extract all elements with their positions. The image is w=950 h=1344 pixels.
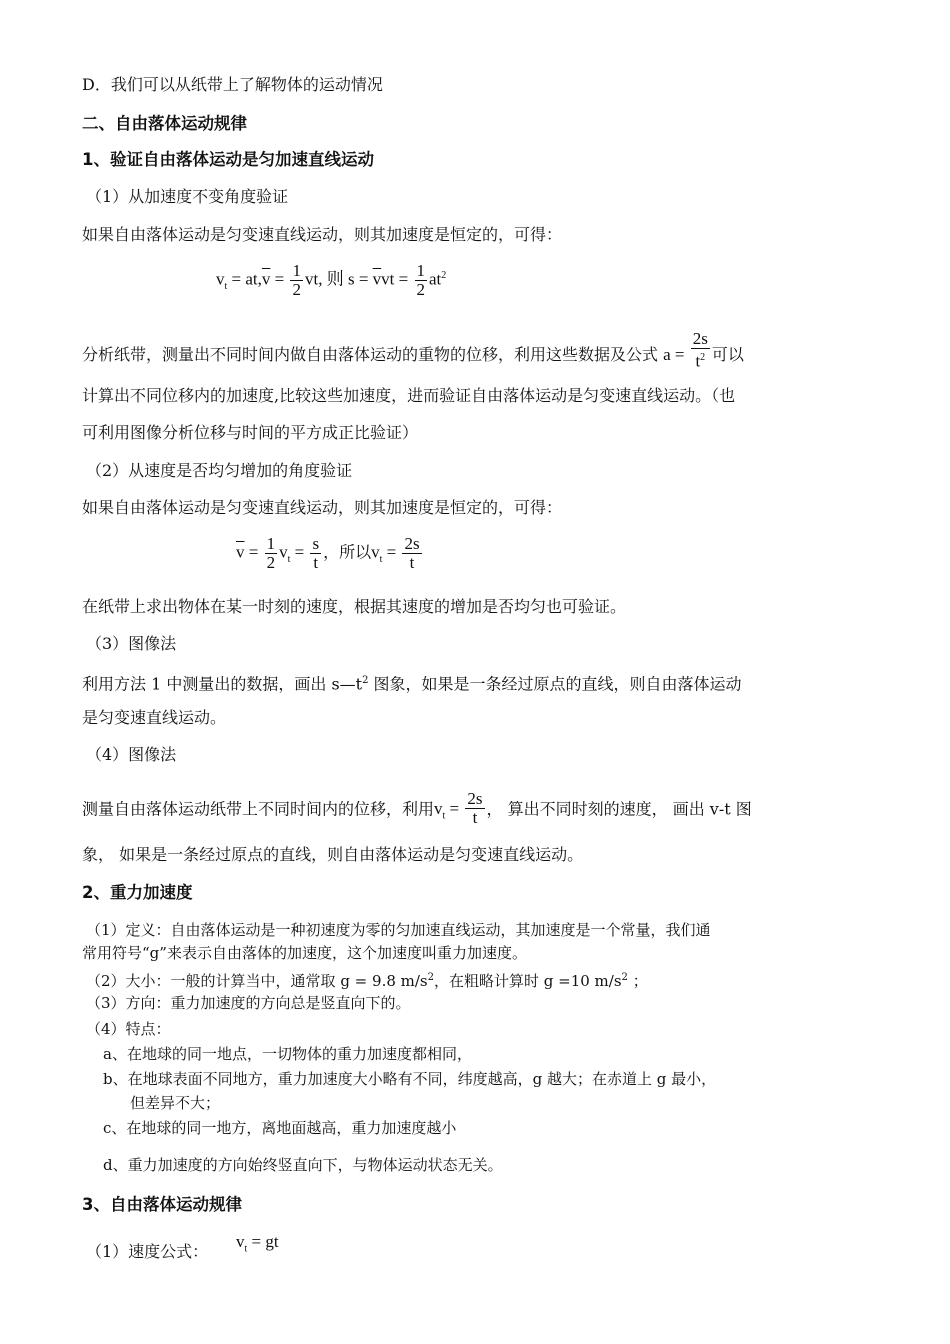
gravity-direction: （3）方向：重力加速度的方向总是竖直向下的。 — [86, 994, 411, 1012]
feature-c: c、在地球的同一地方，离地面越高，重力加速度越小 — [103, 1119, 457, 1137]
formula-vt: $v_t$ = $\frac{2s}{t}$ — [434, 789, 483, 827]
paragraph: 分析纸带，测量出不同时间内做自由落体运动的重物的位移，利用这些数据及公式 a = $\frac{2s}{t^2}$ 可以 — [82, 329, 744, 371]
gravity-magnitude: （2）大小：一般的计算当中，通常取 g = 9.8 $m/s^2$，在粗略计算时 g =10 $m/s^2$ ； — [86, 972, 648, 990]
item-1-4: （4）图像法 — [86, 745, 177, 764]
paragraph: 象， 如果是一条经过原点的直线，则自由落体运动是匀变速直线运动。 — [82, 845, 584, 864]
item-1-2: （2）从速度是否均匀增加的角度验证 — [86, 461, 353, 480]
paragraph: 可利用图像分析位移与时间的平方成正比验证） — [82, 423, 419, 442]
paragraph: 计算出不同位移内的加速度,比较这些加速度，进而验证自由落体运动是匀变速直线运动。（也 — [82, 386, 736, 405]
equation-1: $v_t = at,\overline{v}$ = $\frac{1}{2}$ vt, 则 $s = \overline{v}vt$ = $\frac{1}{2}$ $at^2$ — [216, 261, 447, 299]
gravity-definition: （1）定义：自由落体运动是一种初速度为零的匀加速直线运动，其加速度是一个常量，我们通 — [86, 921, 711, 939]
paragraph: 测量自由落体运动纸带上不同时间内的位移，利用$v_t$ = $\frac{2s}{t}$ ， 算出不同时刻的速度， 画出 v-t 图 — [82, 789, 752, 827]
paragraph: 利用方法 1 中测量出的数据，画出 $s—t^2$ 图象，如果是一条经过原点的直线，则自由落体运动 — [82, 674, 742, 694]
paragraph: 在纸带上求出物体在某一时刻的速度，根据其速度的增加是否均匀也可验证。 — [82, 597, 627, 616]
feature-a: a、在地球的同一地点，一切物体的重力加速度都相同， — [103, 1045, 472, 1063]
feature-b-cont: 但差异不大； — [130, 1094, 221, 1112]
velocity-formula-label: （1）速度公式： — [86, 1242, 209, 1261]
equation-2: $\overline{v}$ = $\frac{1}{2}$ $v_t$ = $\frac{s}{t}$ ，所以$v_t$ = $\frac{2s}{t}$ — [236, 534, 420, 572]
gravity-definition-cont: 常用符号“g”来表示自由落体的加速度，这个加速度叫重力加速度。 — [82, 944, 527, 962]
gravity-features: （4）特点： — [86, 1020, 171, 1038]
option-d: D．我们可以从纸带上了解物体的运动情况 — [82, 75, 383, 94]
paragraph: 如果自由落体运动是匀变速直线运动，则其加速度是恒定的，可得： — [82, 498, 563, 517]
item-1-3: （3）图像法 — [86, 634, 177, 653]
feature-d: d、重力加速度的方向始终竖直向下，与物体运动状态无关。 — [103, 1156, 503, 1174]
item-1-1: （1）从加速度不变角度验证 — [86, 187, 289, 206]
subheading-2: 2、重力加速度 — [82, 883, 193, 902]
feature-b: b、在地球表面不同地方，重力加速度大小略有不同，纬度越高，g 越大；在赤道上 g 最小， — [103, 1070, 717, 1088]
paragraph: 是匀变速直线运动。 — [82, 708, 227, 727]
paragraph: 如果自由落体运动是匀变速直线运动，则其加速度是恒定的，可得： — [82, 225, 563, 244]
subheading-3: 3、自由落体运动规律 — [82, 1195, 242, 1214]
subheading-1: 1、验证自由落体运动是匀加速直线运动 — [82, 150, 374, 169]
section-heading: 二、自由落体运动规律 — [82, 114, 247, 133]
velocity-formula: $v_t$ = gt — [236, 1232, 279, 1255]
formula-a: a = $\frac{2s}{t^2}$ — [663, 329, 708, 371]
